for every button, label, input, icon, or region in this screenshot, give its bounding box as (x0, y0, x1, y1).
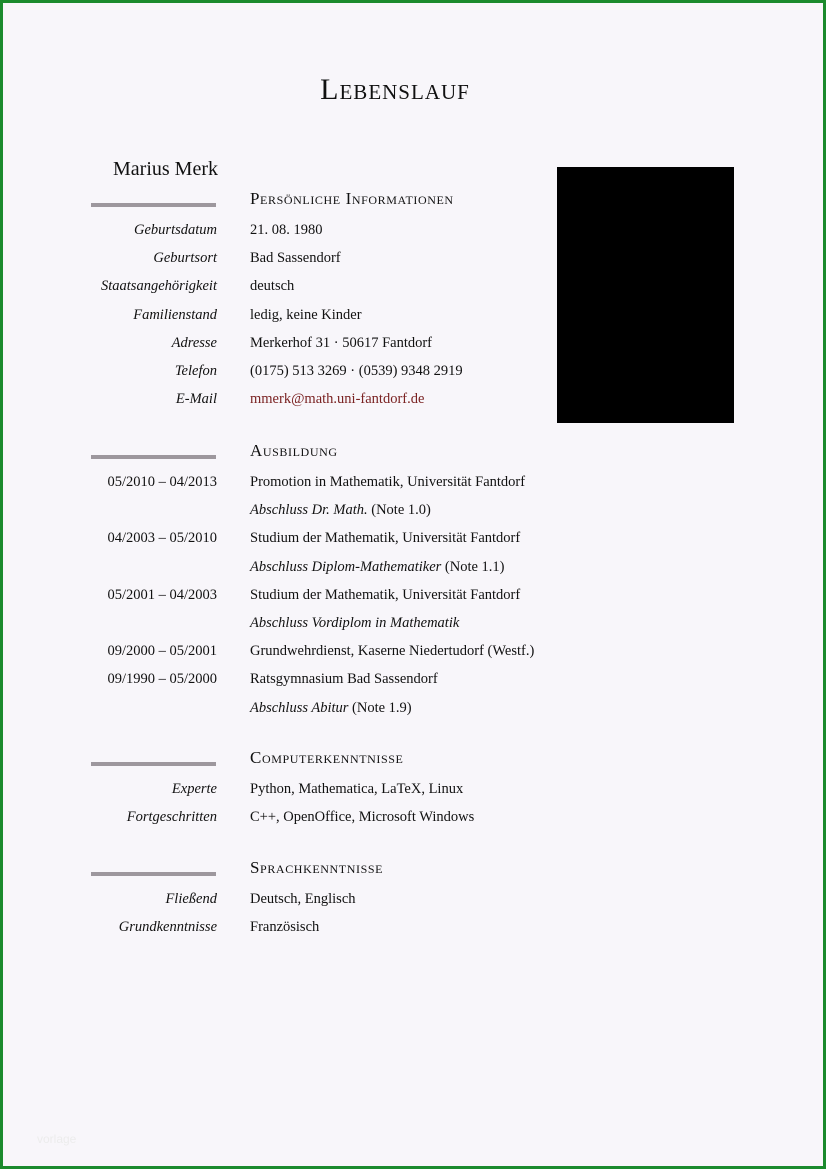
info-row (3, 304, 783, 332)
section-rule (91, 872, 216, 876)
education-row (3, 556, 783, 584)
education-entry: Ratsgymnasium Bad Sassendorf (250, 671, 438, 688)
watermark-text: vorlage (37, 1132, 77, 1146)
education-row (3, 697, 783, 725)
date-range: 09/1990 – 05/2000 (107, 671, 217, 688)
education-row (3, 471, 783, 499)
skill-row (3, 806, 783, 834)
info-value: ledig, keine Kinder (250, 306, 362, 323)
language-row (3, 888, 783, 916)
degree-name: Abschluss Diplom-Mathematiker (250, 558, 442, 575)
section-heading: Sprachkenntnisse (250, 858, 384, 877)
education-row (3, 584, 783, 612)
skill-row (3, 778, 783, 806)
language-level: Fließend (165, 891, 217, 907)
info-row (3, 275, 783, 303)
personal-rows (3, 219, 783, 416)
education-detail (250, 556, 505, 578)
section-rule (91, 455, 216, 459)
skill-level: Fortgeschritten (126, 809, 217, 826)
education-rows (3, 471, 783, 725)
education-row (3, 499, 783, 527)
grade-text: (Note 1.9) (348, 699, 412, 716)
education-entry: Grundwehrdienst, Kaserne Niedertudorf (Westf.) (250, 643, 535, 660)
email-link[interactable]: mmerk@math.uni-fantdorf.de (250, 391, 425, 408)
language-row (3, 916, 783, 944)
degree-name: Abschluss Abitur (250, 699, 349, 716)
info-value: 21. 08. 1980 (250, 222, 323, 238)
info-label: Telefon (174, 362, 217, 379)
section-heading: Persönliche Informationen (250, 189, 454, 208)
info-label: Familienstand (133, 306, 217, 323)
education-row (3, 640, 783, 668)
education-row (3, 668, 783, 696)
degree-name: Abschluss Dr. Math. (250, 502, 368, 519)
date-range: 09/2000 – 05/2001 (107, 643, 217, 660)
info-row (3, 219, 783, 247)
info-label: Geburtsort (153, 250, 217, 267)
education-entry: Studium der Mathematik, Universität Fantdorf (250, 586, 521, 603)
computer-rows (3, 778, 783, 834)
info-row (3, 247, 783, 275)
language-list: Deutsch, Englisch (250, 891, 356, 907)
info-label: Adresse (171, 334, 217, 351)
language-rows (3, 888, 783, 944)
date-range: 05/2001 – 04/2003 (107, 586, 217, 603)
info-value: deutsch (250, 278, 295, 295)
date-range: 05/2010 – 04/2013 (107, 474, 217, 490)
info-value: (0175) 513 3269 · (0539) 9348 2919 (250, 362, 463, 379)
person-name: Marius Merk (113, 158, 218, 180)
education-detail (250, 499, 431, 521)
info-row (3, 388, 783, 416)
info-value: Merkerhof 31 · 50617 Fantdorf (250, 334, 433, 351)
education-detail (250, 697, 412, 719)
document-title: Lebenslauf (320, 73, 470, 106)
grade-text: (Note 1.1) (441, 558, 505, 575)
info-label: E-Mail (175, 391, 217, 408)
education-row (3, 612, 783, 640)
info-label: Staatsangehörigkeit (101, 278, 217, 295)
section-heading: Ausbildung (250, 441, 338, 460)
date-range: 04/2003 – 05/2010 (107, 530, 217, 547)
info-value: Bad Sassendorf (250, 250, 341, 267)
info-label: Geburtsdatum (134, 222, 217, 238)
section-heading: Computerkenntnisse (250, 748, 404, 767)
grade-text: (Note 1.0) (367, 502, 431, 519)
skill-list: C++, OpenOffice, Microsoft Windows (250, 809, 475, 826)
info-row (3, 360, 783, 388)
language-list: Französisch (250, 919, 320, 936)
language-level: Grundkenntnisse (118, 919, 217, 936)
education-row (3, 527, 783, 555)
education-entry: Studium der Mathematik, Universität Fantdorf (250, 530, 521, 547)
degree-name: Abschluss Vordiplom in Mathematik (250, 614, 460, 631)
info-row (3, 332, 783, 360)
skill-level: Experte (171, 781, 217, 797)
education-entry: Promotion in Mathematik, Universität Fantdorf (250, 474, 526, 490)
education-detail (250, 612, 459, 634)
section-rule (91, 762, 216, 766)
skill-list: Python, Mathematica, LaTeX, Linux (250, 781, 464, 797)
section-rule (91, 203, 216, 207)
